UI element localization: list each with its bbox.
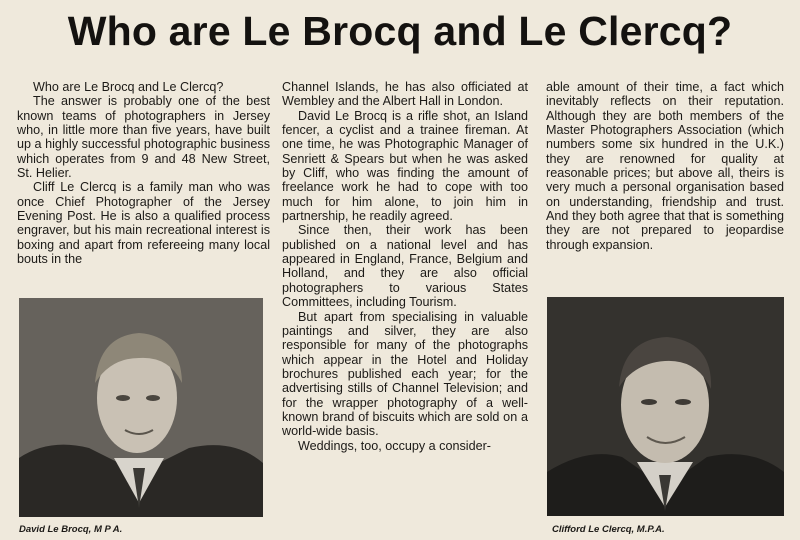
paragraph: Since then, their work has been published on a national level and has appeared in England, France, Belgium and Holland, and they are also official photographers to various States Committees, including Tourism. <box>282 223 528 310</box>
article-column-2 <box>282 80 528 453</box>
paragraph: Who are Le Brocq and Le Clercq? <box>33 80 224 94</box>
article-column-1 <box>17 80 270 266</box>
paragraph: able amount of their time, a fact which inevitably reflects on their reputation. Although they are both members of the Master Photographers Association (which numbers some six hundred in the U.K.) they are renowned for quality at reasonable prices; but above all, theirs is very much a personal organisation based on understanding, friendship and trust. And they both agree that that is something they are not prepared to jeopardise through expansion. <box>546 80 784 252</box>
article-column-3 <box>546 80 784 252</box>
portrait-photo-david-le-brocq <box>19 298 263 517</box>
portrait-photo-clifford-le-clercq <box>547 297 784 516</box>
paragraph: Channel Islands, he has also officiated at Wembley and the Albert Hall in London. <box>282 80 528 109</box>
paragraph: David Le Brocq is a rifle shot, an Island fencer, a cyclist and a trainee fireman. At one time, he was Photographic Manager of Senriett & Spears but when he was asked by Cliff, who was finding the amount of freelance work he had to cope with too much for him alone, to join him in partnership, he readily agreed. <box>282 108 528 224</box>
paragraph: Cliff Le Clercq is a family man who was once Chief Photographer of the Jersey Evening Post. He is also a qualified process engraver, but his main recreational interest is boxing and apart from refereeing many local bouts in the <box>17 180 270 267</box>
paragraph: Weddings, too, occupy a consider- <box>298 438 491 453</box>
page-title: Who are Le Brocq and Le Clercq? <box>67 8 733 54</box>
photo-caption-right: Clifford Le Clercq, M.P.A. <box>552 524 665 535</box>
paragraph: The answer is probably one of the best known teams of photographers in Jersey who, in little more than five years, have built up a highly successful photographic business which operates from 9 and 48 New Street, St. Helier. <box>17 94 270 181</box>
photo-caption-left: David Le Brocq, M P A. <box>19 524 123 535</box>
paragraph: But apart from specialising in valuable paintings and silver, they are also responsible for many of the photographs which appear in the Hotel and Holiday brochures published each year; for the advertising stills of Channel Television; and for the wrapper photography of a well-known brand of biscuits which are sold on a world-wide basis. <box>282 309 528 439</box>
